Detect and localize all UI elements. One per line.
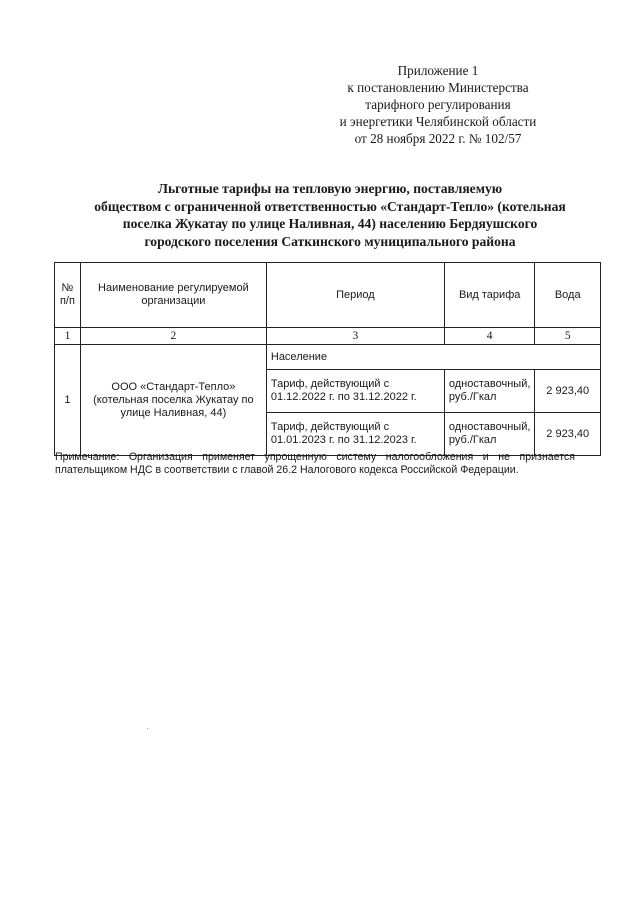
header-num: № п/п [55,263,81,328]
appendix-line: тарифного регулирования [365,97,511,112]
appendix-line: от 28 ноября 2022 г. № 102/57 [354,131,522,146]
tariff-type: одноставочный, руб./Гкал [444,413,535,456]
tariff-value: 2 923,40 [535,413,601,456]
col-number: 2 [80,328,266,345]
row-number: 1 [55,345,81,456]
document-title [40,180,620,250]
footnote-line: плательщиком НДС в соответствии с главой 26.2 Налогового кодекса Российской Федерации. [55,464,519,476]
col-number: 4 [444,328,535,345]
header-period: Период [266,263,444,328]
tariff-period: Тариф, действующий с 01.01.2023 г. по 31.12.2023 г. [266,413,444,456]
title-line: поселка Жукатау по улице Наливная, 44) населению Бердяушского [122,216,538,231]
title-line: обществом с ограниченной ответственностью «Стандарт-Тепло» (котельная [94,198,566,214]
table-header-row [55,263,601,328]
title-line: Льготные тарифы на тепловую энергию, поставляемую [157,181,503,196]
column-number-row [55,328,601,345]
col-number: 3 [266,328,444,345]
appendix-line: Приложение 1 [397,63,479,78]
col-number: 5 [535,328,601,345]
organization-name: ООО «Стандарт-Тепло» (котельная поселка Жукатау по улице Наливная, 44) [80,345,266,456]
appendix-line: и энергетики Челябинской области [339,114,537,129]
tariff-type: одноставочный, руб./Гкал [444,370,535,413]
appendix-block [318,62,558,147]
title-line: городского поселения Саткинского муниципального района [144,233,516,249]
table-row [55,345,601,370]
header-water: Вода [535,263,601,328]
footnote [55,451,575,477]
header-tariff-type: Вид тарифа [444,263,535,328]
tariff-period: Тариф, действующий с 01.12.2022 г. по 31.12.2022 г. [266,370,444,413]
scan-speck [147,728,148,729]
col-number: 1 [55,328,81,345]
footnote-line: Примечание: Организация применяет упрощенную систему налогообложения и не признается [55,451,575,463]
group-label: Население [266,345,600,370]
header-org: Наименование регулируемой организации [80,263,266,328]
tariff-table [54,262,601,456]
appendix-line: к постановлению Министерства [347,80,529,95]
tariff-value: 2 923,40 [535,370,601,413]
